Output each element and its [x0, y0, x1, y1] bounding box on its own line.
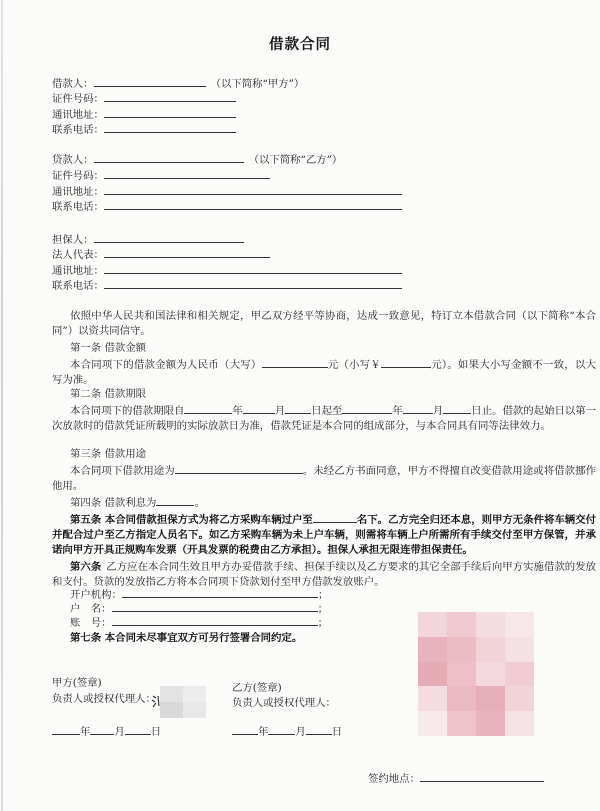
guarantor-name-row	[52, 232, 244, 248]
guarantor-name-label: 担保人：	[52, 234, 94, 246]
start-month-unit: 月	[274, 405, 286, 417]
lender-address-blank	[104, 184, 402, 195]
account-holder-blank	[112, 601, 318, 612]
mosaic-cell	[447, 711, 476, 736]
end-month-unit: 月	[432, 405, 444, 417]
redacted-signature-blur	[160, 686, 206, 718]
borrower-name-label: 借款人：	[52, 78, 94, 90]
article-4-line	[70, 495, 205, 511]
borrower-id-row	[52, 91, 236, 107]
borrower-alias: （以下简称“甲方”）	[210, 78, 305, 90]
guarantor-legal-rep-blank	[104, 247, 270, 258]
article-5-body	[52, 512, 596, 558]
end-day-blank	[443, 403, 471, 414]
start-day-blank	[285, 403, 311, 414]
guarantor-name-blank	[94, 232, 244, 243]
article-3-text-after: 。未经乙方书面同意，甲方不得擅自改变借款用途或将借款挪作他用。	[52, 465, 597, 492]
scan-edge	[1, 0, 3, 811]
start-year-unit: 年	[232, 405, 243, 417]
mosaic-cell	[505, 612, 534, 637]
mosaic-cell	[505, 637, 534, 662]
guarantor-phone-label: 联系电话：	[52, 280, 104, 292]
guarantor-legal-rep-label: 法人代表：	[52, 249, 104, 261]
party-a-day-blank	[125, 724, 151, 735]
blur-cell	[160, 702, 183, 718]
lender-address-row	[52, 184, 402, 200]
article-1-heading: 第一条 借款金额	[70, 342, 147, 354]
borrower-address-label: 通讯地址：	[52, 109, 104, 121]
article-2-text-before: 本合同项下的借款期限自	[70, 405, 185, 417]
party-a-day-unit: 日	[150, 726, 162, 738]
lender-id-blank	[104, 168, 270, 179]
mosaic-cell	[505, 662, 534, 687]
article-3-heading: 第三条 借款用途	[70, 448, 147, 460]
start-month-blank	[243, 403, 275, 414]
party-a-year-blank	[52, 724, 80, 735]
borrower-address-row	[52, 107, 236, 123]
borrower-name-blank	[94, 76, 206, 87]
party-b-day-blank	[306, 724, 332, 735]
article-1-text-before: 本合同项下的借款金额为人民币（大写）	[70, 359, 262, 371]
account-number-label: 账 号：	[70, 617, 112, 629]
article-5-text-before: 第五条 本合同借款担保方式为将乙方采购车辆过户至	[70, 514, 313, 526]
mosaic-cell	[476, 711, 505, 736]
article-1-body	[52, 357, 596, 388]
article-2-text-after: 日止。借款的起始日以第一次放款时的借款凭证所载明的实际放款日为准，借款凭证是本合同的组成部分，与本合同具有同等法律效力。	[52, 405, 597, 432]
lender-alias: （以下简称“乙方”）	[248, 154, 343, 166]
amount-in-figures-blank	[381, 357, 431, 368]
mosaic-cell	[505, 686, 534, 711]
article-2-body	[52, 403, 596, 434]
lender-address-label: 通讯地址：	[52, 186, 104, 198]
account-holder-terminator: ；	[317, 603, 328, 615]
guarantor-address-row	[52, 263, 402, 279]
party-a-seal-label: 甲方(签章)	[52, 677, 102, 689]
guarantor-address-blank	[104, 263, 402, 274]
party-b-agent-label: 负责人或授权代理人：	[232, 697, 336, 709]
article-2-text-middle: 日起至	[311, 405, 343, 417]
party-b-year-unit: 年	[258, 726, 269, 738]
borrower-name-row	[52, 76, 304, 92]
article-4-text-after: 。	[194, 497, 205, 509]
blur-cell	[183, 702, 206, 718]
mosaic-cell	[447, 612, 476, 637]
mosaic-cell	[476, 637, 505, 662]
signing-place-row	[368, 771, 544, 787]
preamble: 依照中华人民共和国法律和相关规定，甲乙双方经平等协商，达成一致意见，特订立本借款合同（以下简称“本合同”）以资共同信守。	[52, 310, 596, 337]
party-b-date	[232, 724, 342, 740]
account-number-terminator: ；	[317, 617, 328, 629]
lender-phone-blank	[104, 199, 402, 210]
interest-blank	[156, 495, 194, 506]
blur-cell	[183, 686, 206, 702]
redacted-seal-mosaic	[418, 612, 534, 736]
party-b-month-blank	[268, 724, 295, 735]
lender-name-label: 贷款人：	[52, 154, 94, 166]
vehicle-transferee-blank	[313, 512, 357, 523]
mosaic-cell	[447, 662, 476, 687]
mosaic-cell	[418, 662, 447, 687]
account-number-row	[70, 615, 328, 631]
guarantor-address-label: 通讯地址：	[52, 265, 104, 277]
mosaic-cell	[476, 662, 505, 687]
lender-id-row	[52, 168, 270, 184]
article-6-body	[52, 560, 596, 590]
party-a-month-blank	[90, 724, 114, 735]
account-bank-blank	[122, 587, 318, 598]
mosaic-cell	[447, 686, 476, 711]
borrower-phone-blank	[104, 122, 236, 133]
mosaic-cell	[418, 686, 447, 711]
amount-in-words-blank	[262, 357, 328, 368]
party-b-month-unit: 月	[295, 726, 306, 738]
account-bank-terminator: ；	[317, 589, 329, 601]
guarantor-phone-blank	[104, 278, 402, 289]
blur-cell	[160, 686, 183, 702]
borrower-id-blank	[104, 91, 236, 102]
party-b-seal-label: 乙方(签章)	[232, 682, 282, 694]
article-5-text-after: 名下。乙方完全归还本息，则甲方无条件将车辆交付并配合过户至乙方指定人员名下。如乙方采购车辆为未上户车辆，则需将车辆上户所需所有手续交付至甲方保管，并承诺向甲方开具正规购车发票（开具发票的税费由乙方承担）。担保人承担无限连带担保责任。	[52, 514, 596, 556]
mosaic-cell	[447, 637, 476, 662]
end-month-blank	[403, 403, 433, 414]
article-7-text: 第七条 本合同未尽事宜双方可另行签署合同约定。	[70, 632, 303, 644]
document-title: 借款合同	[269, 36, 331, 53]
article-3-body	[52, 463, 596, 494]
lender-id-label: 证件号码：	[52, 170, 104, 182]
end-year-unit: 年	[392, 405, 403, 417]
article-3-text-before: 本合同项下借款用途为	[70, 465, 175, 477]
lender-name-row	[52, 152, 342, 168]
mosaic-cell	[505, 711, 534, 736]
article-6-label: 第六条	[70, 561, 102, 573]
party-a-date	[52, 724, 161, 740]
mosaic-cell	[418, 711, 447, 736]
mosaic-cell	[418, 637, 447, 662]
article-2-heading: 第二条 借款期限	[70, 388, 147, 400]
signing-place-blank	[420, 771, 544, 782]
borrower-phone-row	[52, 122, 236, 138]
end-year-blank	[342, 403, 392, 414]
party-a-month-unit: 月	[114, 726, 125, 738]
account-bank-label: 开户机构：	[70, 589, 122, 601]
loan-purpose-blank	[175, 463, 303, 474]
party-b-day-unit: 日	[331, 726, 343, 738]
party-a-year-unit: 年	[80, 726, 91, 738]
guarantor-legal-rep-row	[52, 247, 270, 263]
lender-name-blank	[94, 152, 244, 163]
lender-phone-row	[52, 199, 402, 215]
mosaic-cell	[418, 612, 447, 637]
article-1-text-after: 元）。如果大小写金额不一致，以大写为准。	[52, 359, 596, 386]
article-4-text-before: 第四条 借款利息为	[70, 497, 157, 509]
mosaic-cell	[476, 686, 505, 711]
account-number-blank	[112, 615, 318, 626]
mosaic-cell	[476, 612, 505, 637]
party-b-year-blank	[232, 724, 258, 735]
account-holder-label: 户 名：	[70, 603, 112, 615]
party-a-agent-label: 负责人或授权代理人：	[52, 693, 156, 705]
borrower-id-label: 证件号码：	[52, 93, 104, 105]
borrower-address-blank	[104, 107, 236, 118]
signing-place-label: 签约地点：	[368, 773, 420, 785]
article-1-text-middle: 元（小写￥	[327, 359, 381, 371]
article-6-text: 乙方应在本合同生效且甲方办妥借款手续、担保手续以及乙方要求的其它全部手续后向甲方实施借款的发放和支付。贷款的发放指乙方将本合同项下贷款划付至甲方借款发放账户。	[52, 561, 596, 588]
borrower-phone-label: 联系电话：	[52, 124, 104, 136]
start-year-blank	[184, 403, 232, 414]
lender-phone-label: 联系电话：	[52, 201, 104, 213]
guarantor-phone-row	[52, 278, 402, 294]
